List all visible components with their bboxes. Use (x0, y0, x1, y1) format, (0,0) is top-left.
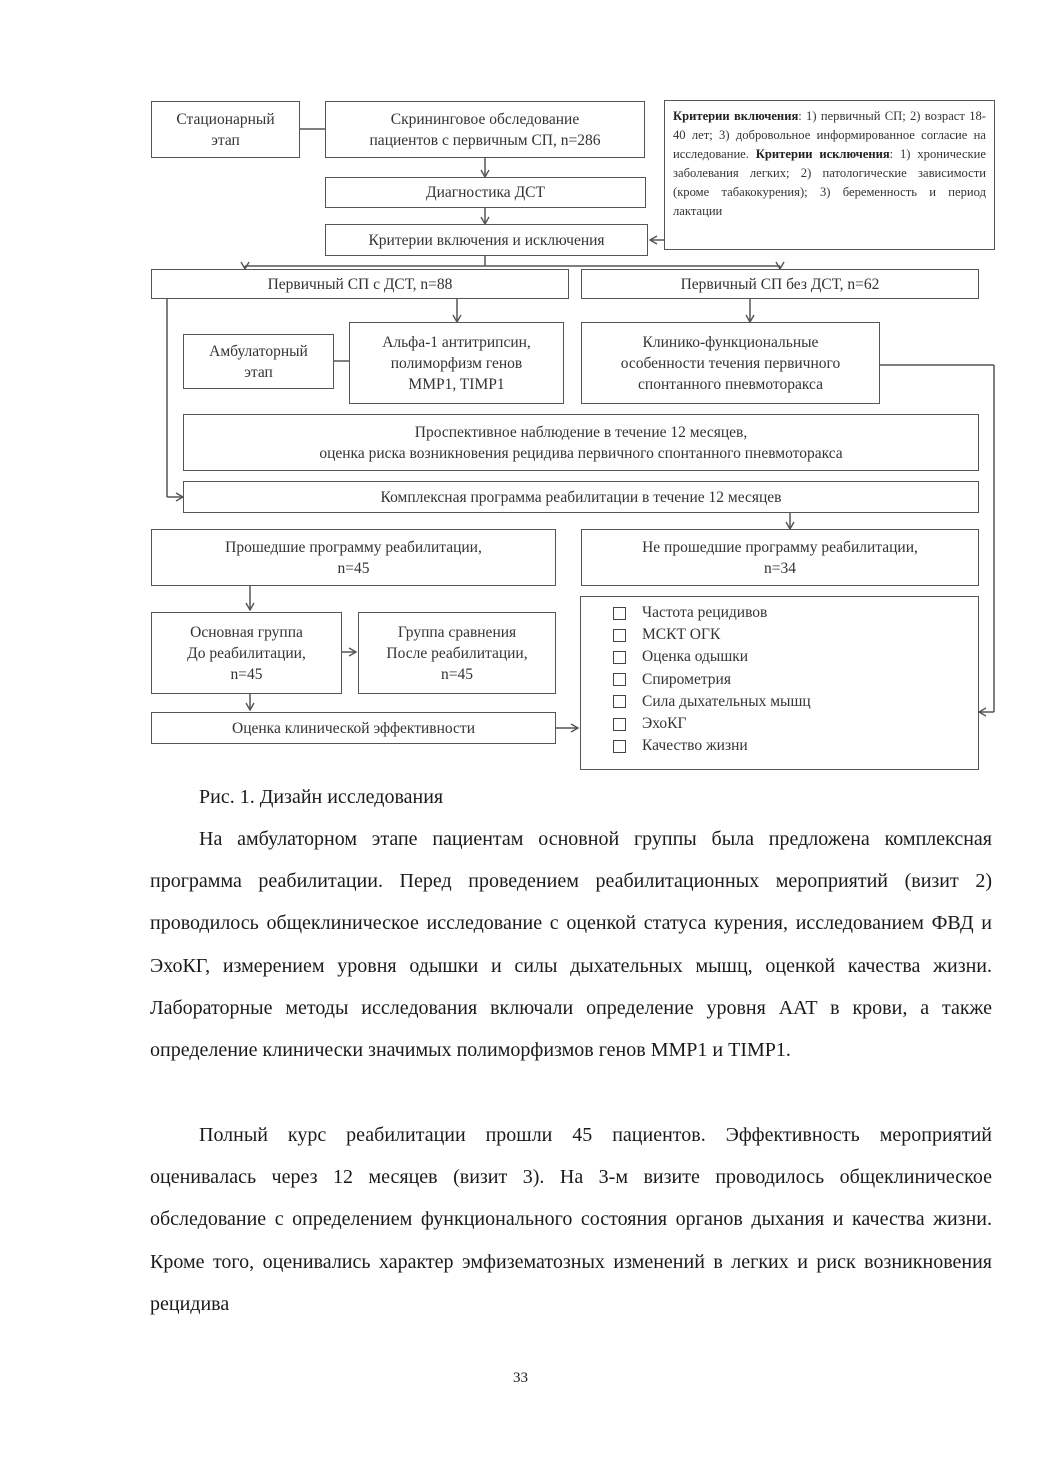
checklist-item (613, 735, 978, 757)
checklist-label: ЭхоКГ (642, 715, 687, 733)
exclusion-title: Критерии исключения (755, 147, 890, 161)
body-paragraph-1 (150, 818, 992, 1071)
comparison-group-box (358, 612, 556, 694)
main-group-line: Основная группа (190, 623, 303, 641)
ambulatory-stage-line: этап (244, 363, 273, 381)
prospective-box (183, 414, 979, 471)
without-dct-box (581, 269, 979, 299)
complex-program-box (183, 481, 979, 513)
clinical-features-box (581, 322, 880, 404)
checklist-item (613, 669, 978, 691)
paragraph-text: Полный курс реабилитации прошли 45 пациентов. Эффективность мероприятий оценивалась через 12 месяцев (визит 3). На 3-м визите проводилось общеклиническое обследование с определением функционального состояния органов дыхания и качества жизни. Кроме того, оценивались характер эмфизематозных изменений в легких и риск возникновения рецидива (150, 1124, 992, 1315)
figure-caption: Рис. 1. Дизайн исследования (199, 786, 444, 808)
checklist-label: Оценка одышки (642, 648, 749, 666)
diagnostics-label: Диагностика ДСТ (426, 184, 545, 201)
clinical-features-line: Клинико-функциональные (642, 333, 819, 351)
alpha1-line: Альфа-1 антитрипсин, (382, 333, 531, 351)
criteria-text-box (664, 100, 995, 250)
screening-line: пациентов с первичным СП, n=286 (369, 131, 601, 149)
checkbox-icon (613, 695, 626, 708)
not-completed-line: Не прошедшие программу реабилитации, (642, 538, 918, 556)
checklist-label: Спирометрия (642, 670, 731, 688)
completed-line: Прошедшие программу реабилитации, (225, 538, 482, 556)
without-dct-label: Первичный СП без ДСТ, n=62 (680, 275, 880, 293)
clinical-features-line: особенности течения первичного (620, 354, 841, 372)
not-completed-line: n=34 (764, 559, 796, 577)
checklist-label: Частота рецидивов (642, 604, 768, 622)
alpha1-line: MMP1, TIMP1 (408, 375, 505, 393)
ambulatory-stage-box (183, 334, 334, 389)
body-paragraph-2 (150, 1114, 992, 1325)
inclusion-text: : 1) первичный СП; 2) возраст 18-40 лет; 3) добровольное информированное согласие на исследование. (673, 109, 986, 161)
page-number: 33 (513, 1370, 528, 1386)
checkbox-icon (613, 651, 626, 664)
paragraph-text: На амбулаторном этапе пациентам основной группы была предложена комплексная программа реабилитации. Перед проведением реабилитационных мероприятий (визит 2) проводилось общеклиническое исследование с оценкой статуса курения, исследованием ФВД и ЭхоКГ, измерением уровня одышки и силы дыхательных мышц, оценкой качества жизни. Лабораторные методы исследования включали определение уровня AAT в крови, а также определение клинически значимых полиморфизмов генов MMP1 и TIMP1. (150, 828, 992, 1062)
prospective-line: оценка риска возникновения рецидива первичного спонтанного пневмоторакса (319, 444, 843, 462)
checklist-label: Качество жизни (642, 737, 748, 755)
main-group-box (151, 612, 342, 694)
screening-line: Скрининговое обследование (390, 110, 580, 128)
diagnostics-box (325, 177, 646, 208)
not-completed-box (581, 529, 979, 586)
stationary-stage-line: этап (211, 131, 240, 149)
main-group-line: n=45 (230, 665, 263, 683)
checkbox-icon (613, 607, 626, 620)
checkbox-icon (613, 740, 626, 753)
exclusion-text: : 1) хронические заболевания легких; 2) патологические зависимости (кроме табакокурения); 3) беременность и период лактации (673, 147, 986, 218)
complex-program-label: Комплексная программа реабилитации в течение 12 месяцев (380, 488, 782, 506)
clinical-efficacy-box (151, 712, 556, 744)
ambulatory-stage-line: Амбулаторный (209, 342, 308, 360)
with-dct-label: Первичный СП с ДСТ, n=88 (267, 275, 453, 293)
checkbox-icon (613, 673, 626, 686)
checklist-item (613, 624, 978, 646)
checklist-label: МСКТ ОГК (642, 626, 721, 644)
outcome-checklist (580, 596, 979, 770)
alpha1-box (349, 322, 564, 404)
criteria-box (325, 224, 648, 256)
alpha1-line: полиморфизм генов (390, 354, 523, 372)
with-dct-box (151, 269, 569, 299)
checkbox-icon (613, 718, 626, 731)
stationary-stage-box (151, 101, 300, 158)
checklist-item (613, 691, 978, 713)
completed-box (151, 529, 556, 586)
clinical-efficacy-label: Оценка клинической эффективности (232, 719, 475, 737)
checklist-item (613, 713, 978, 735)
checkbox-icon (613, 629, 626, 642)
criteria-label: Критерии включения и исключения (368, 231, 605, 249)
comparison-group-line: После реабилитации, (386, 644, 528, 662)
inclusion-title: Критерии включения (673, 109, 799, 123)
completed-line: n=45 (337, 559, 370, 577)
clinical-features-line: спонтанного пневмоторакса (638, 375, 823, 393)
checklist-label: Сила дыхательных мышц (642, 692, 811, 710)
comparison-group-line: n=45 (441, 665, 473, 683)
checklist-item (613, 646, 978, 668)
main-group-line: До реабилитации, (187, 644, 306, 662)
prospective-line: Проспективное наблюдение в течение 12 месяцев, (414, 423, 748, 441)
checklist-item (613, 602, 978, 624)
stationary-stage-line: Стационарный (176, 110, 275, 128)
screening-box (325, 101, 645, 158)
comparison-group-line: Группа сравнения (397, 623, 517, 641)
